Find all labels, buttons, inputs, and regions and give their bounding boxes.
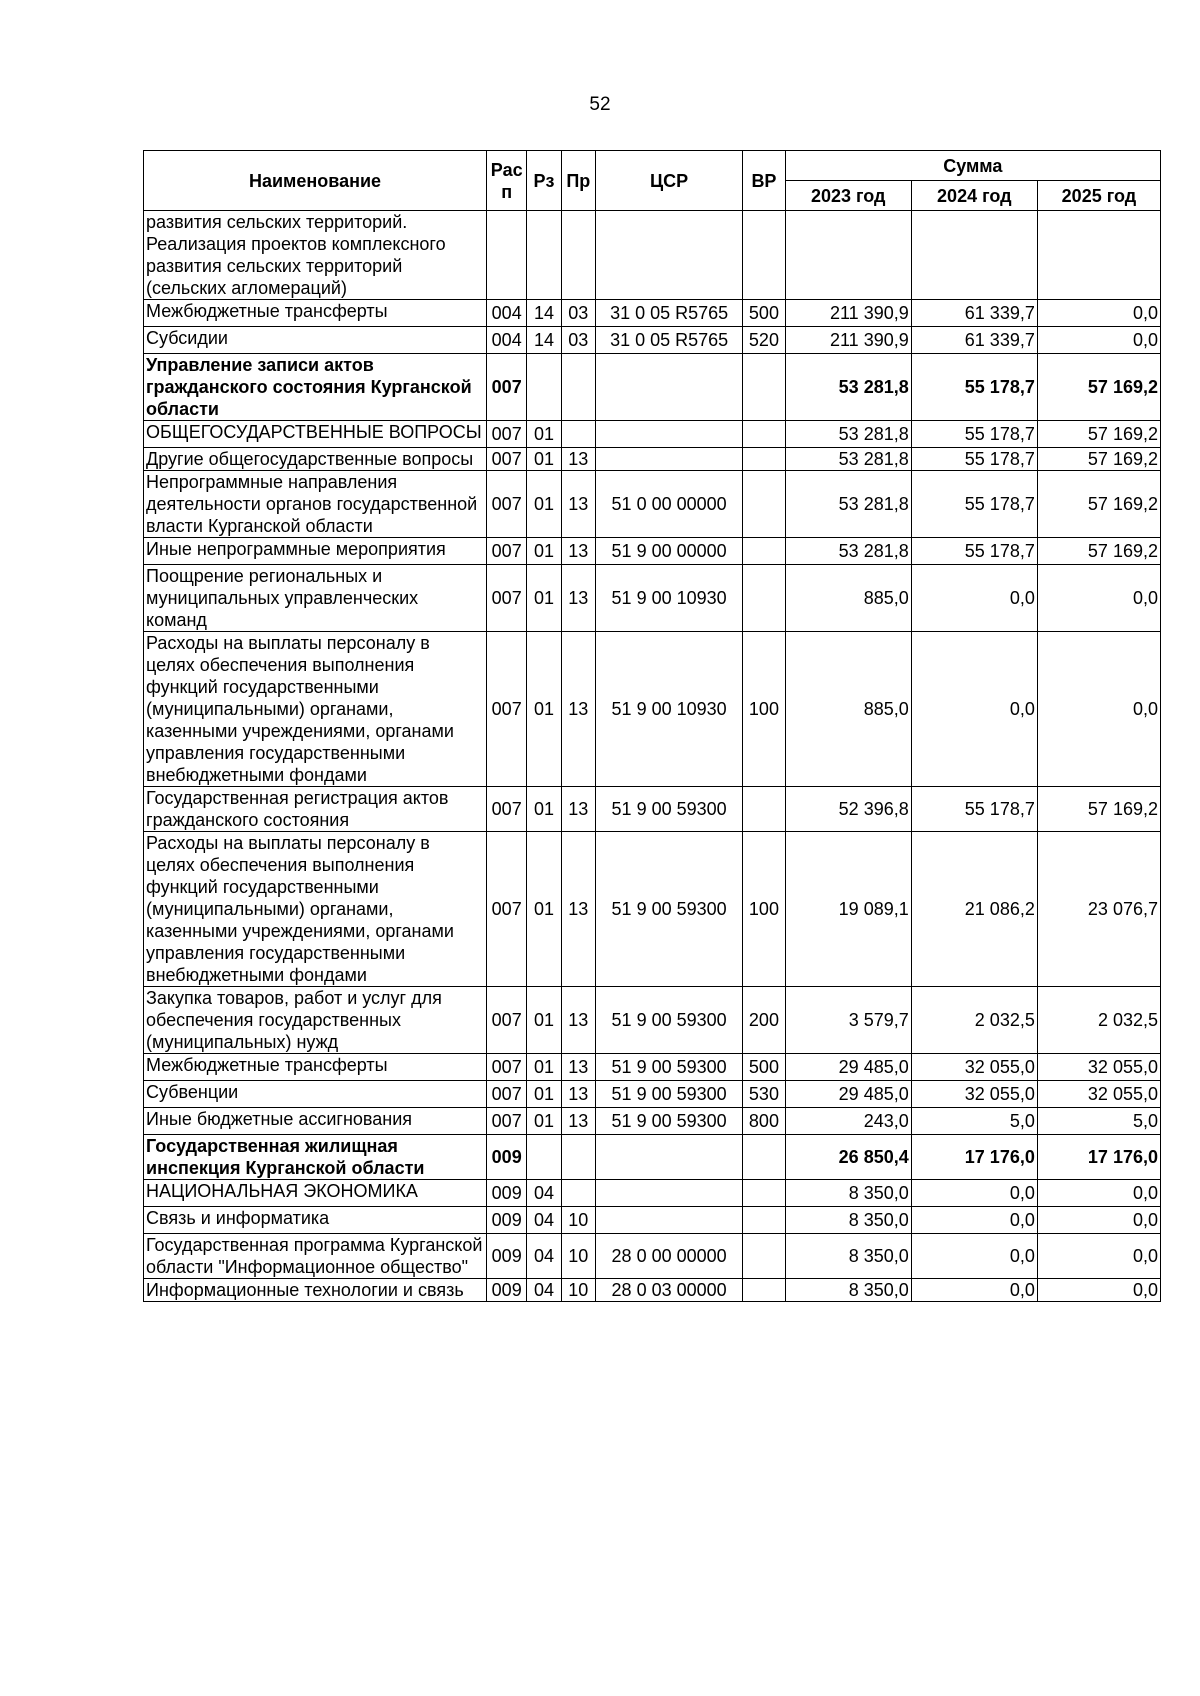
cell-pr: 13: [561, 1054, 595, 1081]
cell-pr: 13: [561, 632, 595, 787]
header-year-2024: 2024 год: [911, 181, 1037, 211]
cell-pr: 13: [561, 471, 595, 538]
cell-pr: 03: [561, 327, 595, 354]
cell-2024: 61 339,7: [911, 300, 1037, 327]
table-row: [144, 1180, 1161, 1207]
table-row: [144, 1054, 1161, 1081]
table-row: [144, 787, 1161, 832]
cell-name: Поощрение региональных и муниципальных управленческих команд: [144, 565, 487, 632]
cell-rz: 01: [527, 632, 561, 787]
cell-rz: 01: [527, 832, 561, 987]
header-rz: Рз: [527, 151, 561, 211]
cell-pr: [561, 211, 595, 300]
cell-2023: 53 281,8: [785, 354, 911, 421]
cell-csr: 51 9 00 59300: [595, 787, 742, 832]
table-row: [144, 632, 1161, 787]
cell-2023: 29 485,0: [785, 1054, 911, 1081]
cell-vr: [743, 448, 785, 471]
cell-2025: 0,0: [1037, 1279, 1160, 1302]
cell-csr: [595, 421, 742, 448]
cell-rasp: [487, 211, 527, 300]
cell-2024: 0,0: [911, 1180, 1037, 1207]
cell-csr: [595, 211, 742, 300]
cell-2023: 52 396,8: [785, 787, 911, 832]
cell-csr: 51 9 00 59300: [595, 987, 742, 1054]
table-row: [144, 421, 1161, 448]
cell-name: Субвенции: [144, 1081, 487, 1108]
cell-rasp: 007: [487, 565, 527, 632]
header-sum: Сумма: [785, 151, 1160, 181]
cell-vr: [743, 1234, 785, 1279]
cell-pr: 13: [561, 1108, 595, 1135]
cell-pr: 13: [561, 565, 595, 632]
cell-vr: 500: [743, 1054, 785, 1081]
header-pr: Пр: [561, 151, 595, 211]
cell-csr: 28 0 00 00000: [595, 1234, 742, 1279]
cell-pr: 13: [561, 987, 595, 1054]
cell-2024: [911, 211, 1037, 300]
cell-pr: 10: [561, 1279, 595, 1302]
cell-2023: 8 350,0: [785, 1234, 911, 1279]
cell-csr: [595, 1135, 742, 1180]
cell-csr: 51 9 00 59300: [595, 1054, 742, 1081]
cell-rasp: 007: [487, 832, 527, 987]
cell-rz: 01: [527, 565, 561, 632]
cell-rasp: 009: [487, 1207, 527, 1234]
cell-rz: 01: [527, 448, 561, 471]
cell-rasp: 007: [487, 1108, 527, 1135]
cell-rasp: 007: [487, 448, 527, 471]
cell-2025: 57 169,2: [1037, 421, 1160, 448]
cell-2023: 26 850,4: [785, 1135, 911, 1180]
cell-csr: [595, 448, 742, 471]
cell-rz: 04: [527, 1279, 561, 1302]
cell-name: Межбюджетные трансферты: [144, 1054, 487, 1081]
cell-rasp: 009: [487, 1234, 527, 1279]
cell-2023: 211 390,9: [785, 300, 911, 327]
cell-rz: 14: [527, 300, 561, 327]
table-row: [144, 987, 1161, 1054]
budget-table: [143, 150, 1161, 1302]
cell-rz: 01: [527, 471, 561, 538]
cell-pr: 13: [561, 538, 595, 565]
cell-csr: 51 9 00 59300: [595, 1081, 742, 1108]
cell-name: Субсидии: [144, 327, 487, 354]
cell-2024: 55 178,7: [911, 354, 1037, 421]
cell-csr: 31 0 05 R5765: [595, 300, 742, 327]
cell-name: Управление записи актов гражданского состояния Курганской области: [144, 354, 487, 421]
cell-vr: [743, 1180, 785, 1207]
cell-pr: 13: [561, 832, 595, 987]
cell-name: Непрограммные направления деятельности органов государственной власти Курганской области: [144, 471, 487, 538]
cell-2024: 0,0: [911, 1234, 1037, 1279]
cell-vr: [743, 354, 785, 421]
cell-vr: [743, 421, 785, 448]
table-row: [144, 1108, 1161, 1135]
cell-pr: 10: [561, 1207, 595, 1234]
cell-2025: 0,0: [1037, 632, 1160, 787]
cell-csr: [595, 354, 742, 421]
table-row: [144, 1234, 1161, 1279]
cell-vr: 500: [743, 300, 785, 327]
cell-2023: [785, 211, 911, 300]
cell-vr: [743, 538, 785, 565]
cell-2025: 0,0: [1037, 1180, 1160, 1207]
cell-2025: 57 169,2: [1037, 471, 1160, 538]
cell-rasp: 007: [487, 987, 527, 1054]
cell-rasp: 007: [487, 354, 527, 421]
cell-vr: 530: [743, 1081, 785, 1108]
cell-vr: [743, 1135, 785, 1180]
cell-2024: 55 178,7: [911, 787, 1037, 832]
cell-name: Иные бюджетные ассигнования: [144, 1108, 487, 1135]
cell-2023: 19 089,1: [785, 832, 911, 987]
cell-2025: 5,0: [1037, 1108, 1160, 1135]
header-year-2025: 2025 год: [1037, 181, 1160, 211]
cell-2024: 61 339,7: [911, 327, 1037, 354]
cell-2023: 53 281,8: [785, 421, 911, 448]
cell-2024: 0,0: [911, 565, 1037, 632]
cell-2025: 57 169,2: [1037, 538, 1160, 565]
table-row: [144, 471, 1161, 538]
cell-name: Информационные технологии и связь: [144, 1279, 487, 1302]
cell-2024: 0,0: [911, 1207, 1037, 1234]
table-row: [144, 832, 1161, 987]
cell-name: Межбюджетные трансферты: [144, 300, 487, 327]
cell-csr: 51 9 00 59300: [595, 832, 742, 987]
cell-csr: 31 0 05 R5765: [595, 327, 742, 354]
cell-name: Расходы на выплаты персоналу в целях обеспечения выполнения функций государственными (муниципальными) органами, казенными учреждениями, органами управления государственными внебюджетными фондами: [144, 632, 487, 787]
cell-name: Государственная программа Курганской области "Информационное общество": [144, 1234, 487, 1279]
table-row: [144, 1081, 1161, 1108]
cell-rasp: 007: [487, 632, 527, 787]
cell-rz: 01: [527, 987, 561, 1054]
cell-vr: [743, 1207, 785, 1234]
cell-rasp: 004: [487, 300, 527, 327]
cell-vr: [743, 211, 785, 300]
cell-rasp: 007: [487, 471, 527, 538]
cell-rz: 01: [527, 421, 561, 448]
cell-2025: 32 055,0: [1037, 1054, 1160, 1081]
cell-2024: 2 032,5: [911, 987, 1037, 1054]
cell-2023: 53 281,8: [785, 471, 911, 538]
table-row: [144, 1135, 1161, 1180]
cell-rz: 04: [527, 1180, 561, 1207]
table-row: [144, 300, 1161, 327]
cell-2024: 17 176,0: [911, 1135, 1037, 1180]
cell-2025: 17 176,0: [1037, 1135, 1160, 1180]
cell-rz: 01: [527, 1108, 561, 1135]
cell-rasp: 009: [487, 1180, 527, 1207]
cell-2023: 8 350,0: [785, 1279, 911, 1302]
cell-name: Другие общегосударственные вопросы: [144, 448, 487, 471]
cell-rasp: 009: [487, 1279, 527, 1302]
cell-2025: 57 169,2: [1037, 354, 1160, 421]
cell-vr: 800: [743, 1108, 785, 1135]
cell-2023: 8 350,0: [785, 1180, 911, 1207]
cell-vr: [743, 787, 785, 832]
cell-rz: 01: [527, 1054, 561, 1081]
cell-pr: [561, 1135, 595, 1180]
cell-name: Расходы на выплаты персоналу в целях обеспечения выполнения функций государственными (муниципальными) органами, казенными учреждениями, органами управления государственными внебюджетными фондами: [144, 832, 487, 987]
header-name: Наименование: [144, 151, 487, 211]
cell-vr: [743, 565, 785, 632]
cell-2025: 0,0: [1037, 1234, 1160, 1279]
cell-2025: [1037, 211, 1160, 300]
cell-csr: 28 0 03 00000: [595, 1279, 742, 1302]
cell-2024: 5,0: [911, 1108, 1037, 1135]
cell-csr: 51 9 00 10930: [595, 632, 742, 787]
cell-vr: 520: [743, 327, 785, 354]
table-body: [144, 211, 1161, 1302]
cell-2024: 55 178,7: [911, 471, 1037, 538]
cell-2024: 21 086,2: [911, 832, 1037, 987]
cell-2024: 55 178,7: [911, 448, 1037, 471]
cell-rz: [527, 211, 561, 300]
cell-csr: 51 9 00 00000: [595, 538, 742, 565]
cell-2025: 57 169,2: [1037, 448, 1160, 471]
cell-2024: 55 178,7: [911, 538, 1037, 565]
header-year-2023: 2023 год: [785, 181, 911, 211]
table-row: [144, 327, 1161, 354]
cell-2025: 57 169,2: [1037, 787, 1160, 832]
cell-name: Связь и информатика: [144, 1207, 487, 1234]
cell-rasp: 007: [487, 1081, 527, 1108]
table-row: [144, 354, 1161, 421]
cell-csr: 51 9 00 10930: [595, 565, 742, 632]
cell-2024: 32 055,0: [911, 1054, 1037, 1081]
cell-vr: [743, 1279, 785, 1302]
cell-name: развития сельских территорий. Реализация проектов комплексного развития сельских территорий (сельских агломераций): [144, 211, 487, 300]
cell-2023: 3 579,7: [785, 987, 911, 1054]
cell-2023: 211 390,9: [785, 327, 911, 354]
table-row: [144, 448, 1161, 471]
cell-2023: 53 281,8: [785, 448, 911, 471]
cell-rz: [527, 354, 561, 421]
cell-rasp: 007: [487, 421, 527, 448]
cell-name: ОБЩЕГОСУДАРСТВЕННЫЕ ВОПРОСЫ: [144, 421, 487, 448]
cell-vr: 100: [743, 632, 785, 787]
cell-2025: 0,0: [1037, 300, 1160, 327]
cell-2024: 0,0: [911, 1279, 1037, 1302]
table-row: [144, 538, 1161, 565]
page-number: 52: [589, 94, 611, 115]
cell-rasp: 004: [487, 327, 527, 354]
table-row: [144, 211, 1161, 300]
table-row: [144, 1207, 1161, 1234]
cell-2023: 885,0: [785, 632, 911, 787]
cell-2025: 23 076,7: [1037, 832, 1160, 987]
cell-2025: 0,0: [1037, 1207, 1160, 1234]
cell-pr: [561, 421, 595, 448]
cell-pr: [561, 354, 595, 421]
cell-pr: 03: [561, 300, 595, 327]
cell-rasp: 007: [487, 787, 527, 832]
cell-rz: 04: [527, 1207, 561, 1234]
cell-2024: 55 178,7: [911, 421, 1037, 448]
cell-2023: 53 281,8: [785, 538, 911, 565]
cell-name: Государственная регистрация актов гражданского состояния: [144, 787, 487, 832]
header-csr: ЦСР: [595, 151, 742, 211]
cell-vr: [743, 471, 785, 538]
table-row: [144, 565, 1161, 632]
cell-name: Закупка товаров, работ и услуг для обеспечения государственных (муниципальных) нужд: [144, 987, 487, 1054]
cell-rz: 01: [527, 538, 561, 565]
cell-2023: 885,0: [785, 565, 911, 632]
cell-rasp: 009: [487, 1135, 527, 1180]
cell-name: Иные непрограммные мероприятия: [144, 538, 487, 565]
cell-pr: 13: [561, 448, 595, 471]
cell-rz: [527, 1135, 561, 1180]
cell-2025: 32 055,0: [1037, 1081, 1160, 1108]
cell-rz: 01: [527, 787, 561, 832]
cell-rz: 04: [527, 1234, 561, 1279]
table-row: [144, 1279, 1161, 1302]
cell-2025: 0,0: [1037, 565, 1160, 632]
cell-pr: 10: [561, 1234, 595, 1279]
cell-pr: 13: [561, 787, 595, 832]
header-vr: ВР: [743, 151, 785, 211]
cell-2024: 0,0: [911, 632, 1037, 787]
cell-rz: 14: [527, 327, 561, 354]
cell-csr: 51 9 00 59300: [595, 1108, 742, 1135]
cell-csr: [595, 1180, 742, 1207]
cell-2025: 2 032,5: [1037, 987, 1160, 1054]
cell-2025: 0,0: [1037, 327, 1160, 354]
cell-rasp: 007: [487, 538, 527, 565]
cell-2023: 243,0: [785, 1108, 911, 1135]
cell-csr: 51 0 00 00000: [595, 471, 742, 538]
cell-name: Государственная жилищная инспекция Курганской области: [144, 1135, 487, 1180]
cell-name: НАЦИОНАЛЬНАЯ ЭКОНОМИКА: [144, 1180, 487, 1207]
cell-rasp: 007: [487, 1054, 527, 1081]
cell-pr: 13: [561, 1081, 595, 1108]
header-rasp: Рас п: [487, 151, 527, 211]
cell-rz: 01: [527, 1081, 561, 1108]
cell-2023: 8 350,0: [785, 1207, 911, 1234]
cell-pr: [561, 1180, 595, 1207]
cell-2024: 32 055,0: [911, 1081, 1037, 1108]
cell-2023: 29 485,0: [785, 1081, 911, 1108]
cell-vr: 200: [743, 987, 785, 1054]
cell-vr: 100: [743, 832, 785, 987]
cell-csr: [595, 1207, 742, 1234]
